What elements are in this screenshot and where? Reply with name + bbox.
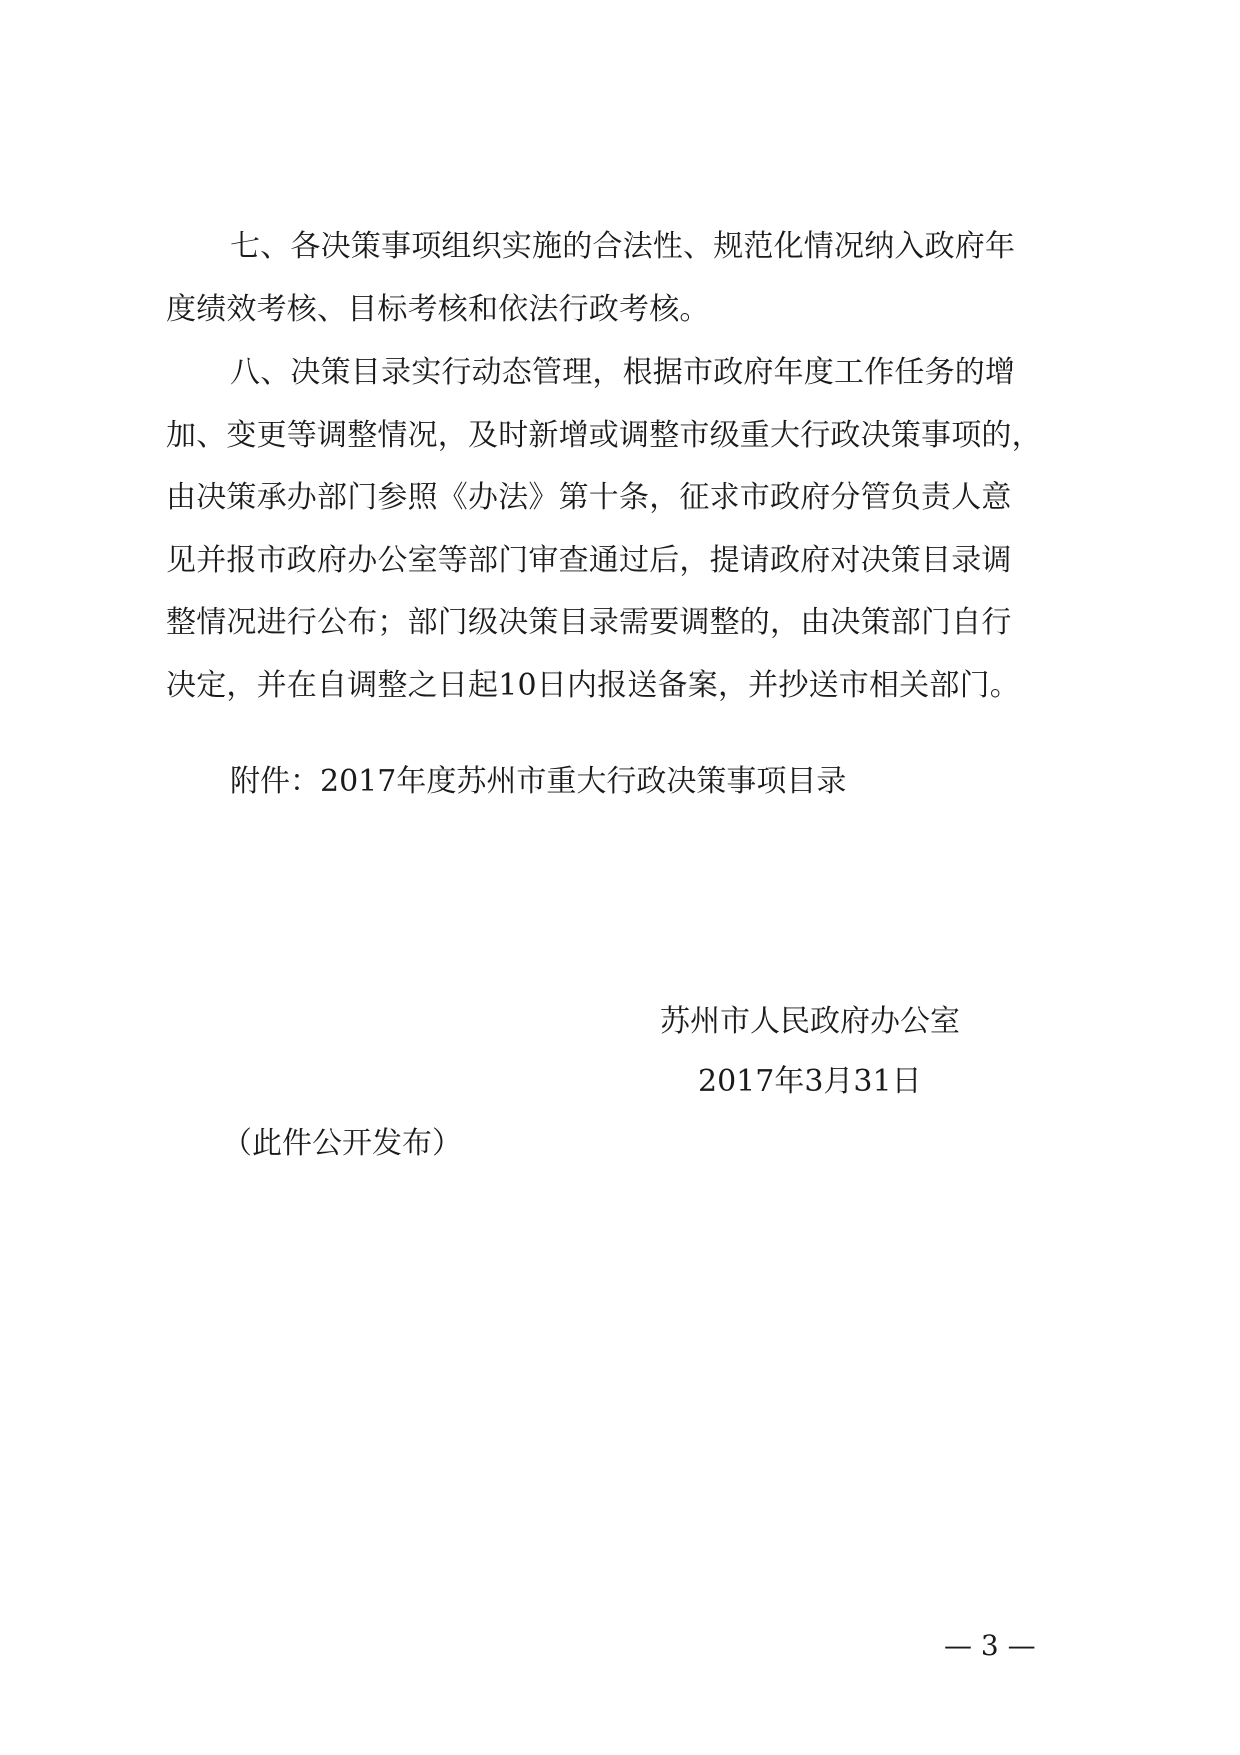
paragraph-eight <box>166 342 1086 717</box>
page-number: — 3 — <box>944 1629 1036 1662</box>
paragraph-eight-line-6: 决定，并在自调整之日起10日内报送备案，并抄送市相关部门。 <box>166 667 1020 703</box>
signature-issuer: 苏州市人民政府办公室 <box>660 1004 960 1039</box>
paragraph-eight-line-2: 加、变更等调整情况，及时新增或调整市级重大行政决策事项的， <box>166 417 1042 453</box>
signature-date: 2017年3月31日 <box>698 1064 922 1099</box>
public-release-note: （此件公开发布） <box>222 1126 462 1161</box>
paragraph-eight-line-3: 由决策承办部门参照《办法》第十条，征求市政府分管负责人意 <box>166 480 1012 515</box>
paragraph-seven-line-2: 度绩效考核、目标考核和依法行政考核。 <box>166 291 710 327</box>
paragraph-seven-line-1: 七、各决策事项组织实施的合法性、规范化情况纳入政府年 <box>230 229 1016 264</box>
paragraph-seven <box>166 216 1086 341</box>
paragraph-eight-line-1: 八、决策目录实行动态管理，根据市政府年度工作任务的增 <box>230 355 1016 390</box>
attachment-line: 附件：2017年度苏州市重大行政决策事项目录 <box>230 764 847 799</box>
paragraph-eight-line-5: 整情况进行公布；部门级决策目录需要调整的，由决策部门自行 <box>166 605 1012 640</box>
paragraph-eight-line-4: 见并报市政府办公室等部门审查通过后，提请政府对决策目录调 <box>166 542 1012 578</box>
